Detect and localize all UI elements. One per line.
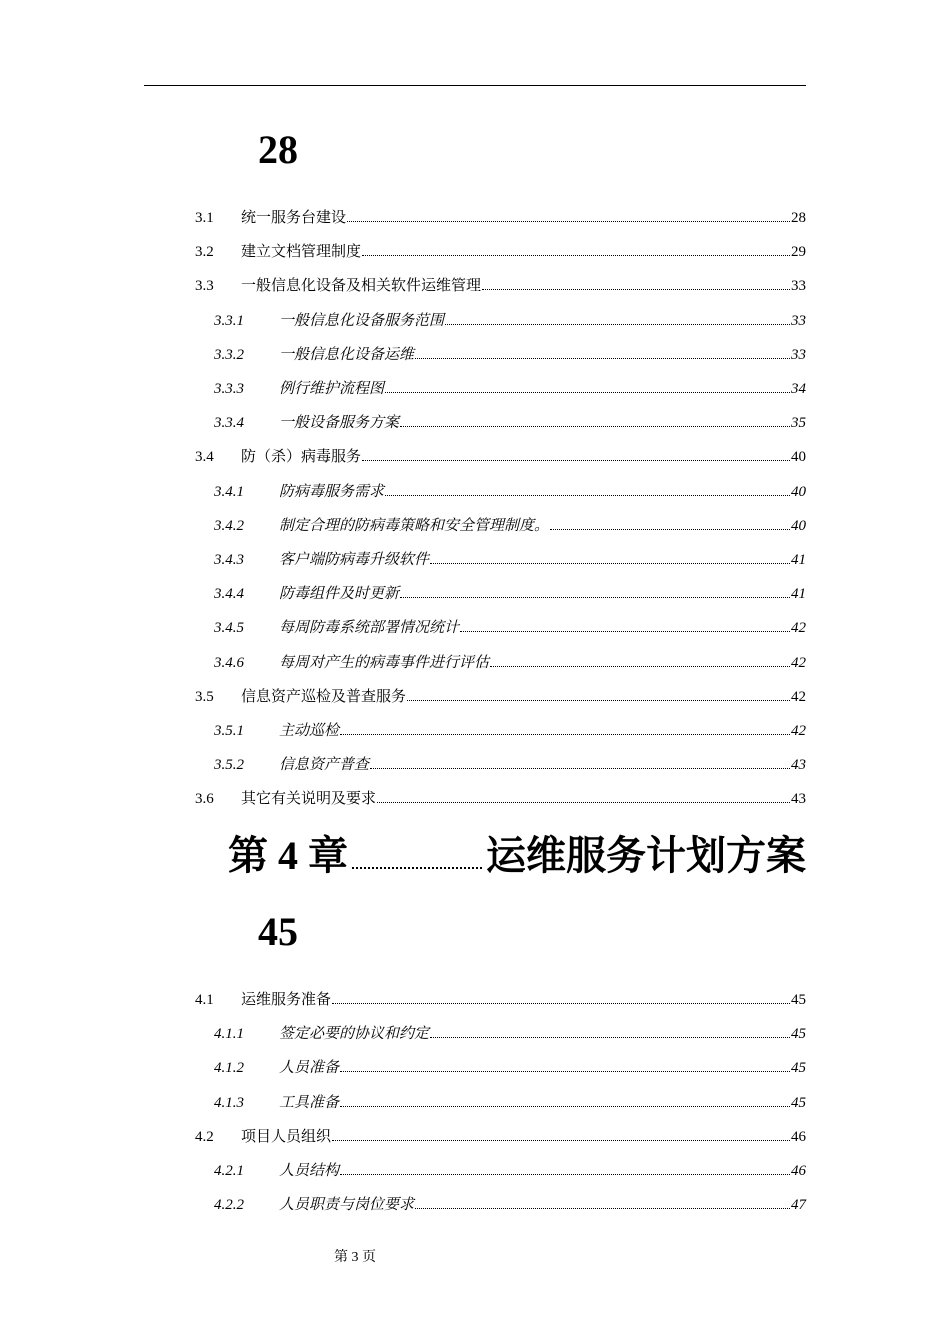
toc-entry-page: 46 <box>791 1128 806 1145</box>
toc-entry-number: 3.4.1 <box>214 483 244 500</box>
toc-entry-number: 4.2.2 <box>214 1197 244 1214</box>
toc-entry[interactable] <box>195 447 806 467</box>
toc-entry-title: 建立文档管理制度 <box>241 244 362 261</box>
dot-leader <box>377 802 790 803</box>
toc-entry-title: 每周防毒系统部署情况统计 <box>279 620 460 637</box>
dot-leader <box>460 631 790 632</box>
toc-entry[interactable] <box>195 789 806 809</box>
toc-entry[interactable] <box>195 276 806 296</box>
toc-entry-number: 3.3.4 <box>214 415 244 432</box>
toc-entry-number: 3.3.2 <box>214 346 244 363</box>
toc-entry-title: 信息资产普查 <box>279 757 370 774</box>
dot-leader <box>482 289 790 290</box>
toc-entry-number: 3.4.5 <box>214 620 244 637</box>
toc-entry-number: 3.4.4 <box>214 586 244 603</box>
toc-entry-title: 一般信息化设备运维 <box>279 346 415 363</box>
toc-entry[interactable] <box>214 516 806 536</box>
toc-entry-number: 3.1 <box>195 210 214 226</box>
toc-entry-number: 3.3.3 <box>214 381 244 397</box>
toc-entry-number: 3.4.6 <box>214 654 244 671</box>
toc-entry[interactable] <box>195 687 806 707</box>
toc-entry-title: 制定合理的防病毒策略和安全管理制度。 <box>279 517 550 534</box>
toc-entry-page: 41 <box>791 586 806 603</box>
dot-leader <box>385 495 790 496</box>
toc-entry-title: 人员结构 <box>279 1163 340 1179</box>
page-footer: 第 3 页 <box>334 1250 376 1265</box>
toc-entry-page: 45 <box>791 1060 806 1077</box>
dot-leader <box>407 700 790 701</box>
toc-entry-title: 工具准备 <box>279 1094 340 1111</box>
dot-leader <box>445 324 790 325</box>
dot-leader <box>415 1208 790 1209</box>
chapter4-page-number: 45 <box>258 909 298 954</box>
toc-entry[interactable] <box>214 413 806 433</box>
toc-entry-number: 3.4.3 <box>214 552 244 568</box>
toc-entry-page: 43 <box>791 757 806 774</box>
header-rule <box>144 85 806 86</box>
toc-entry[interactable] <box>195 242 806 262</box>
dot-leader <box>490 666 790 667</box>
toc-entry[interactable] <box>195 1127 806 1147</box>
toc-chapter-4[interactable] <box>228 832 806 880</box>
dot-leader <box>370 768 790 769</box>
toc-entry-number: 3.4 <box>195 449 214 466</box>
dot-leader <box>340 1174 790 1175</box>
toc-entry-page: 45 <box>791 992 806 1008</box>
toc-entry-title: 人员准备 <box>279 1060 340 1077</box>
dot-leader <box>352 867 482 869</box>
toc-entry-title: 每周对产生的病毒事件进行评估 <box>279 654 490 671</box>
toc-entry-page: 29 <box>791 244 806 261</box>
toc-entry-page: 41 <box>791 552 806 568</box>
toc-entry-page: 40 <box>791 449 806 466</box>
toc-entry-title: 其它有关说明及要求 <box>241 791 377 808</box>
toc-entry-number: 3.5.1 <box>214 723 244 739</box>
dot-leader <box>415 358 790 359</box>
toc-entry-page: 34 <box>791 381 806 397</box>
toc-entry[interactable] <box>214 653 806 673</box>
toc-entry-title: 签定必要的协议和约定 <box>279 1026 430 1043</box>
toc-entry-title: 防毒组件及时更新 <box>279 586 400 603</box>
toc-entry[interactable] <box>214 584 806 604</box>
toc-entry-page: 28 <box>791 210 806 226</box>
dot-leader <box>362 255 790 256</box>
dot-leader <box>340 1071 790 1072</box>
toc-entry-number: 4.1.3 <box>214 1094 244 1111</box>
dot-leader <box>332 1140 790 1141</box>
toc-entry-number: 3.4.2 <box>214 517 244 534</box>
toc-entry-page: 46 <box>791 1163 806 1179</box>
toc-entry-title: 信息资产巡检及普查服务 <box>241 688 407 705</box>
toc-entry-title: 统一服务台建设 <box>241 210 347 226</box>
toc-entry[interactable] <box>214 1195 806 1215</box>
toc-entry[interactable] <box>214 1093 806 1113</box>
toc-entry-page: 35 <box>791 415 806 432</box>
chapter-title: 运维服务计划方案 <box>486 833 806 878</box>
toc-entry[interactable] <box>195 990 806 1010</box>
dot-leader <box>332 1003 790 1004</box>
toc-entry-number: 3.5.2 <box>214 757 244 774</box>
dot-leader <box>550 529 790 530</box>
toc-entry-title: 主动巡检 <box>279 723 340 739</box>
dot-leader <box>430 563 790 564</box>
toc-entry[interactable] <box>214 345 806 365</box>
toc-entry-number: 4.2 <box>195 1128 214 1145</box>
toc-entry-number: 3.2 <box>195 244 214 261</box>
toc-entry[interactable] <box>214 550 806 570</box>
toc-entry-number: 3.6 <box>195 791 214 808</box>
dot-leader <box>400 597 790 598</box>
dot-leader <box>430 1037 790 1038</box>
toc-entry-title: 运维服务准备 <box>241 992 332 1008</box>
toc-entry-page: 47 <box>791 1197 806 1214</box>
dot-leader <box>362 460 790 461</box>
toc-entry-page: 45 <box>791 1094 806 1111</box>
toc-entry-number: 3.5 <box>195 688 214 705</box>
toc-entry-title: 防（杀）病毒服务 <box>241 449 362 466</box>
toc-entry-page: 40 <box>791 483 806 500</box>
toc-entry[interactable] <box>214 311 806 331</box>
toc-entry-page: 33 <box>791 312 806 329</box>
toc-entry[interactable] <box>214 1161 806 1181</box>
toc-entry-title: 客户端防病毒升级软件 <box>279 552 430 568</box>
toc-entry[interactable] <box>214 721 806 741</box>
toc-entry[interactable] <box>214 618 806 638</box>
toc-entry-title: 例行维护流程图 <box>279 381 385 397</box>
toc-entry-title: 一般信息化设备服务范围 <box>279 312 445 329</box>
chapter-label: 第 4 章 <box>228 833 348 878</box>
toc-entry-page: 42 <box>791 654 806 671</box>
toc-entry-number: 4.2.1 <box>214 1163 244 1179</box>
toc-entry-title: 项目人员组织 <box>241 1128 332 1145</box>
dot-leader <box>400 426 790 427</box>
toc-entry-page: 43 <box>791 791 806 808</box>
dot-leader <box>340 1106 790 1107</box>
toc-entry-number: 4.1.2 <box>214 1060 244 1077</box>
toc-entry-page: 33 <box>791 346 806 363</box>
dot-leader <box>385 392 790 393</box>
toc-entry-page: 42 <box>791 620 806 637</box>
toc-entry-page: 40 <box>791 517 806 534</box>
toc-entry-page: 42 <box>791 723 806 739</box>
toc-entry-title: 一般信息化设备及相关软件运维管理 <box>241 278 482 295</box>
toc-entry[interactable] <box>195 208 806 228</box>
toc-entry[interactable] <box>214 379 806 399</box>
toc-entry-title: 人员职责与岗位要求 <box>279 1197 415 1214</box>
toc-entry-page: 33 <box>791 278 806 295</box>
chapter3-page-number: 28 <box>258 127 298 172</box>
dot-leader <box>347 221 790 222</box>
toc-entry[interactable] <box>214 1058 806 1078</box>
toc-entry[interactable] <box>214 755 806 775</box>
toc-entry-number: 3.3.1 <box>214 312 244 329</box>
toc-entry-number: 4.1.1 <box>214 1026 244 1043</box>
toc-entry[interactable] <box>214 482 806 502</box>
toc-entry-number: 4.1 <box>195 992 214 1008</box>
toc-entry-page: 42 <box>791 688 806 705</box>
toc-entry[interactable] <box>214 1024 806 1044</box>
toc-entry-page: 45 <box>791 1026 806 1043</box>
toc-entry-title: 防病毒服务需求 <box>279 483 385 500</box>
dot-leader <box>340 734 790 735</box>
toc-entry-title: 一般设备服务方案 <box>279 415 400 432</box>
toc-entry-number: 3.3 <box>195 278 214 295</box>
